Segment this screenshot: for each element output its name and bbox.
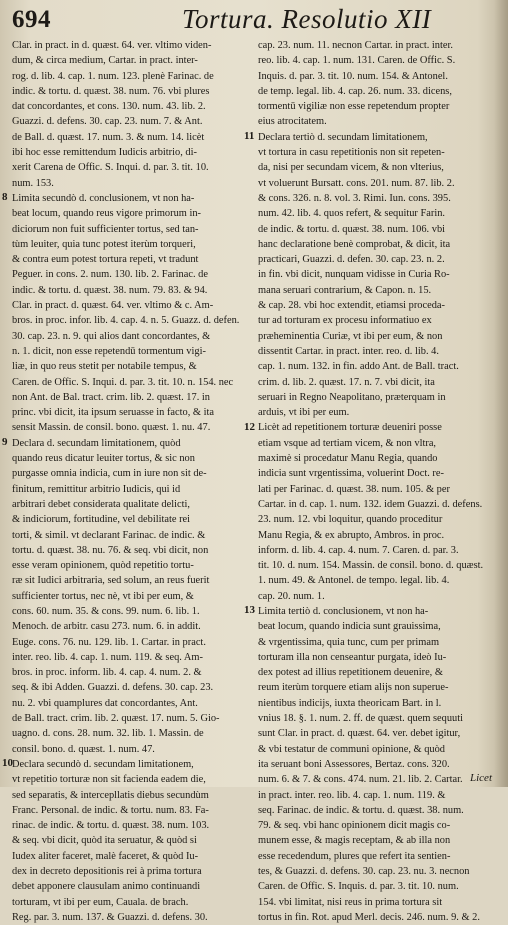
text-line: esse recedendum, plures que refert ita sentien- xyxy=(258,850,451,862)
text-line: reum iterùm torquere etiam alijs non superue- xyxy=(258,682,449,694)
text-line: tes, & Guazzi. d. defens. 30. cap. 23. nu. 3. necnon xyxy=(258,866,470,878)
text-line: mana seruari contrarium, & Capon. n. 15. xyxy=(258,284,432,296)
text-line: bros. in proc. infor. lib. 4. cap. 4. n. 5. Guazz. d. defen. xyxy=(12,315,240,327)
text-line: purgasse omnia indicia, cum in iure non sit de- xyxy=(12,468,207,480)
text-line: de Ball. tract. crim. lib. 2. quæst. 17. num. 5. Gio- xyxy=(12,713,220,725)
text-line: Menoch. de arbitr. casu 273. num. 6. in addit. xyxy=(12,621,201,633)
page-header xyxy=(0,2,508,38)
text-line: & cons. 326. n. 8. vol. 3. Rimi. Iun. cons. 395. xyxy=(258,192,451,204)
text-line: tùm leuiter, quia tunc potest iterùm torqueri, xyxy=(12,238,196,250)
text-line: munem esse, & magis receptam, & ab illa non xyxy=(258,835,451,847)
text-line: Cartar. in d. cap. 1. num. 132. idem Guazzi. d. defens. xyxy=(258,498,483,510)
text-line: tortus in fin. Rot. apud Merl. decis. 246. num. 9. & 2. xyxy=(258,911,480,923)
text-line: uagno. d. cons. 28. num. 32. lib. 1. Massin. de xyxy=(12,728,204,740)
text-line: in fin. vbi dicit, nunquam vidisse in Curia Ro- xyxy=(258,269,450,281)
text-line: tortu. d. quæst. 38. nu. 76. & seq. vbi dicit, non xyxy=(12,544,209,556)
section-number-mark: 10 xyxy=(2,757,13,770)
text-line: & vrgentissima, quia tunc, cum per primam xyxy=(258,636,440,648)
text-line: Guazzi. d. defens. 30. cap. 23. num. 7. & Ant. xyxy=(12,116,203,128)
text-line: nientibus indicijs, iuxta theoricam Bart. in l. xyxy=(258,697,442,709)
text-line: Euge. cons. 76. nu. 129. lib. 1. Cartar. in pract. xyxy=(12,636,206,648)
text-line: 79. & seq. vbi hanc opinionem dicit magis co- xyxy=(258,820,451,832)
text-line: Licèt ad repetitionem torturæ deueniri posse xyxy=(258,422,442,434)
text-line: Limita tertiò d. conclusionem, vt non ha- xyxy=(258,605,429,617)
text-line: & vbi testatur de communi opinione, & quòd xyxy=(258,743,446,755)
section-number-mark: 8 xyxy=(2,191,8,203)
text-line: vt repetitio torturæ non sit facienda eadem die, xyxy=(12,774,206,786)
text-line: consil. bono. d. quæst. 1. num. 47. xyxy=(12,743,155,755)
text-line: Declara secundò d. secundam limitationem, xyxy=(12,758,194,770)
text-line: da, nisi per secundam vicem, & non vlterius, xyxy=(258,162,444,174)
text-line: Reg. par. 3. num. 137. & Guazzi. d. defens. 30. xyxy=(12,911,208,923)
text-line: num. 153. xyxy=(12,177,54,189)
text-line: seq. & ibi Adden. Guazzi. d. defens. 30. cap. 23. xyxy=(12,682,214,694)
text-line: dat concordantes, et cons. 130. num. 43. lib. 2. xyxy=(12,101,206,113)
text-line: hanc declaratione benè comprobat, & dicit, ita xyxy=(258,238,451,250)
text-line: cons. 60. num. 35. & cons. 99. num. 6. lib. 1. xyxy=(12,605,200,617)
text-line: xerit Carena de Offic. S. Inqui. d. par. 3. tit. 10. xyxy=(12,162,209,174)
text-line: bros. in proc. inform. lib. 4. cap. 4. num. 2. & xyxy=(12,667,202,679)
text-line: beat locum, quando indicia sunt grauissima, xyxy=(258,621,441,633)
text-line: Iudex aliter faceret, malè faceret, & quòd Iu- xyxy=(12,850,199,862)
text-line: esse veram opinionem, quòd repetitio tortu- xyxy=(12,560,194,572)
text-line: crim. d. lib. 2. quæst. 17. n. 7. vbi dicit, ita xyxy=(258,376,435,388)
text-line: & cap. 28. vbi hoc extendit, etiamsi proceda- xyxy=(258,300,445,312)
text-line: lati per Farinac. d. quæst. 38. num. 105. & per xyxy=(258,483,450,495)
text-line: 23. num. 12. vbi loquitur, quando proceditur xyxy=(258,514,443,526)
page-fold-shadow xyxy=(494,0,508,787)
text-line: num. 42. lib. 4. quos refert, & sequitur Farin. xyxy=(258,208,446,220)
right-text-column xyxy=(258,38,496,925)
text-line: vt tortura in casu repetitionis non sit repeten- xyxy=(258,147,445,159)
text-line: & contra eum potest tortura repeti, vt tradunt xyxy=(12,254,199,266)
text-line: Clar. in pract. d. quæst. 64. ver. vltimo & c. Am- xyxy=(12,300,214,312)
text-line: seruari in Regno Neapolitano, præterquam in xyxy=(258,391,446,403)
text-line: ibi hoc esse remittendum Iudicis arbitrio, di- xyxy=(12,147,197,159)
text-line: debet apponere clausulam animo continuandi xyxy=(12,881,201,893)
text-line: 1. num. 49. & Antonel. de tempo. legal. lib. 4. xyxy=(258,575,450,587)
text-line: liæ, in quo reus stetit per notabile tempus, & xyxy=(12,361,197,373)
text-line: tormentū vigiliæ non esse repetendum propter xyxy=(258,101,450,113)
text-line: Limita secundò d. conclusionem, vt non ha- xyxy=(12,192,195,204)
text-line: finitum, remittitur arbitrio Iudicis, qui id xyxy=(12,483,181,495)
running-title: Tortura. Resolutio XII xyxy=(182,4,432,34)
text-line: ræ sit Iudici arbitraria, sed solum, an reus fuerit xyxy=(12,575,210,587)
text-line: de indic. & tortu. d. quæst. 38. num. 106. vbi xyxy=(258,223,446,235)
text-line: dum, & circa medium, Cartar. in pract. inter- xyxy=(12,55,198,67)
text-line: maximè si procedatur Manu Regia, quando xyxy=(258,453,438,465)
text-line: etiam vsque ad tertiam vicem, & non vltra, xyxy=(258,437,437,449)
text-line: 30. cap. 23. n. 9. qui alios dant concordantes, & xyxy=(12,330,211,342)
text-line: beat locum, quando reus vigore primorum in- xyxy=(12,208,202,220)
text-line: indic. & tortu. d. quæst. 38. num. 79. 83. & 94. xyxy=(12,284,208,296)
text-line: & seq. vbi dicit, quòd ita seruatur, & quòd si xyxy=(12,835,197,847)
text-line: sufficienter tortus, nec nè, vt ibi per eum, & xyxy=(12,590,194,602)
text-line: de Ball. d. quæst. 17. num. 3. & num. 14. licèt xyxy=(12,131,205,143)
text-line: Caren. de Offic. S. Inquis. d. par. 3. tit. 10. num. xyxy=(258,881,459,893)
text-line: dex in decreto depositionis rei à prima tortura xyxy=(12,866,202,878)
text-line: Clar. in pract. in d. quæst. 64. ver. vltimo viden- xyxy=(12,40,212,51)
text-line: Inquis. d. par. 3. tit. 10. num. 154. & Antonel. xyxy=(258,70,448,82)
text-line: nu. 2. vbi quamplures dat concordantes, Ant. xyxy=(12,697,198,709)
text-line: practicari, Guazzi. d. defen. 30. cap. 23. n. 2. xyxy=(258,254,445,266)
text-line: rinac. de indic. & tortu. d. quæst. 38. num. 103. xyxy=(12,820,210,832)
left-text-column xyxy=(12,38,248,925)
text-line: sunt Clar. in pract. d. quæst. 64. ver. debet igitur, xyxy=(258,728,461,740)
text-line: tur ad torturam ex procesu informatiuo ex xyxy=(258,315,432,327)
catchword: Licet xyxy=(470,772,492,784)
text-line: dex potest ad illius repetitionem deuenire, & xyxy=(258,667,443,679)
text-line: torti, & simil. vt declarant Farinac. de indic. & xyxy=(12,529,206,541)
text-line: seq. Farinac. de indic. & tortu. d. quæst. 38. num. xyxy=(258,804,464,816)
text-line: indicia sunt vrgentissima, voluerint Doct. re- xyxy=(258,468,444,480)
text-line: quando reus dicatur leuiter tortus, & sic non xyxy=(12,453,195,465)
text-line: ita seruant boni Assessores, Bertaz. cons. 320. xyxy=(258,758,450,770)
section-number-mark: 13 xyxy=(244,604,255,617)
text-line: indic. & tortu. d. quæst. 38. num. 76. vbi plures xyxy=(12,85,210,97)
text-line: 154. vbi limitat, nisi reus in prima tortura sit xyxy=(258,896,443,908)
text-line: Manu Regia, & ex abrupto, Ambros. in proc. xyxy=(258,529,445,541)
text-line: de temp. legal. lib. 4. cap. 26. num. 33. dicens, xyxy=(258,85,452,97)
text-line: rog. d. lib. 4. cap. 1. num. 123. plenè Farinac. de xyxy=(12,70,214,82)
text-line: Caren. de Offic. S. Inqui. d. par. 3. tit. 10. n. 154. nec xyxy=(12,376,234,388)
text-line: & indiciorum, fortitudine, vel debilitate rei xyxy=(12,514,191,526)
text-line: eius atrocitatem. xyxy=(258,116,327,128)
text-line: num. 6. & 7. & cons. 474. num. 21. lib. 2. Cartar. xyxy=(258,774,463,786)
text-line: vnius 18. §. 1. num. 2. ff. de quæst. quem sequuti xyxy=(258,713,464,725)
text-line: Declara tertiò d. secundam limitationem, xyxy=(258,131,428,143)
section-number-mark: 11 xyxy=(244,129,255,142)
text-line: cap. 23. num. 11. necnon Cartar. in pract. inter. xyxy=(258,40,453,51)
text-line: torturam, vt ibi per eum, Cauala. de brach. xyxy=(12,896,189,908)
text-line: diciorum non fuit sufficienter tortus, sed tan- xyxy=(12,223,199,235)
text-line: Peguer. in cons. 2. num. 130. lib. 2. Farinac. de xyxy=(12,269,208,281)
page-number: 694 xyxy=(12,6,51,33)
section-number-mark: 9 xyxy=(2,435,8,448)
text-line: dissentit Cartar. in pract. inter. reo. d. lib. 4. xyxy=(258,345,439,357)
text-line: tit. 10. d. num. 154. Massin. de consil. bono. d. quæst. xyxy=(258,560,484,572)
text-line: vt voluerunt Bursatt. cons. 201. num. 87. lib. 2. xyxy=(258,177,455,189)
text-line: præheminentia Curiæ, vt ibi per eum, & non xyxy=(258,330,443,342)
text-line: sed separatis, & intercepllatis diebus secundùm xyxy=(12,789,209,801)
text-line: torturam illa non censeantur purgata, ideò Iu- xyxy=(258,651,447,663)
text-line: cap. 1. num. 132. in fin. addo Ant. de Ball. tract. xyxy=(258,361,459,373)
section-number-mark: 12 xyxy=(244,420,255,433)
text-line: sensit Massin. de consil. bono. quæst. 1. nu. 47. xyxy=(12,422,211,434)
text-line: Declara d. secundam limitationem, quòd xyxy=(12,437,181,449)
text-line: n. 1. dicit, non esse repetendū tormentum vigi- xyxy=(12,345,206,357)
text-line: inter. reo. lib. 4. cap. 1. num. 119. & seq. Am- xyxy=(12,651,203,663)
text-line: arbitrari debet considerata qualitate delicti, xyxy=(12,498,191,510)
text-line: non Ant. de Bal. tract. crim. lib. 2. quæst. 17. in xyxy=(12,391,210,403)
text-line: arduis, vt ibi per eum. xyxy=(258,407,350,419)
text-line: princ. vbi dicit, ita ipsum seruasse in facto, & ita xyxy=(12,407,214,419)
text-line: reo. lib. 4. cap. 1. num. 131. Caren. de Offic. S. xyxy=(258,55,456,67)
text-line: cap. 20. num. 1. xyxy=(258,590,325,602)
text-line: in pract. inter. reo. lib. 4. cap. 1. num. 119. & xyxy=(258,789,446,801)
text-line: Franc. Personal. de indic. & tortu. num. 83. Fa- xyxy=(12,804,209,816)
text-line: inform. d. lib. 4. cap. 4. num. 7. Caren. d. par. 3. xyxy=(258,544,459,556)
